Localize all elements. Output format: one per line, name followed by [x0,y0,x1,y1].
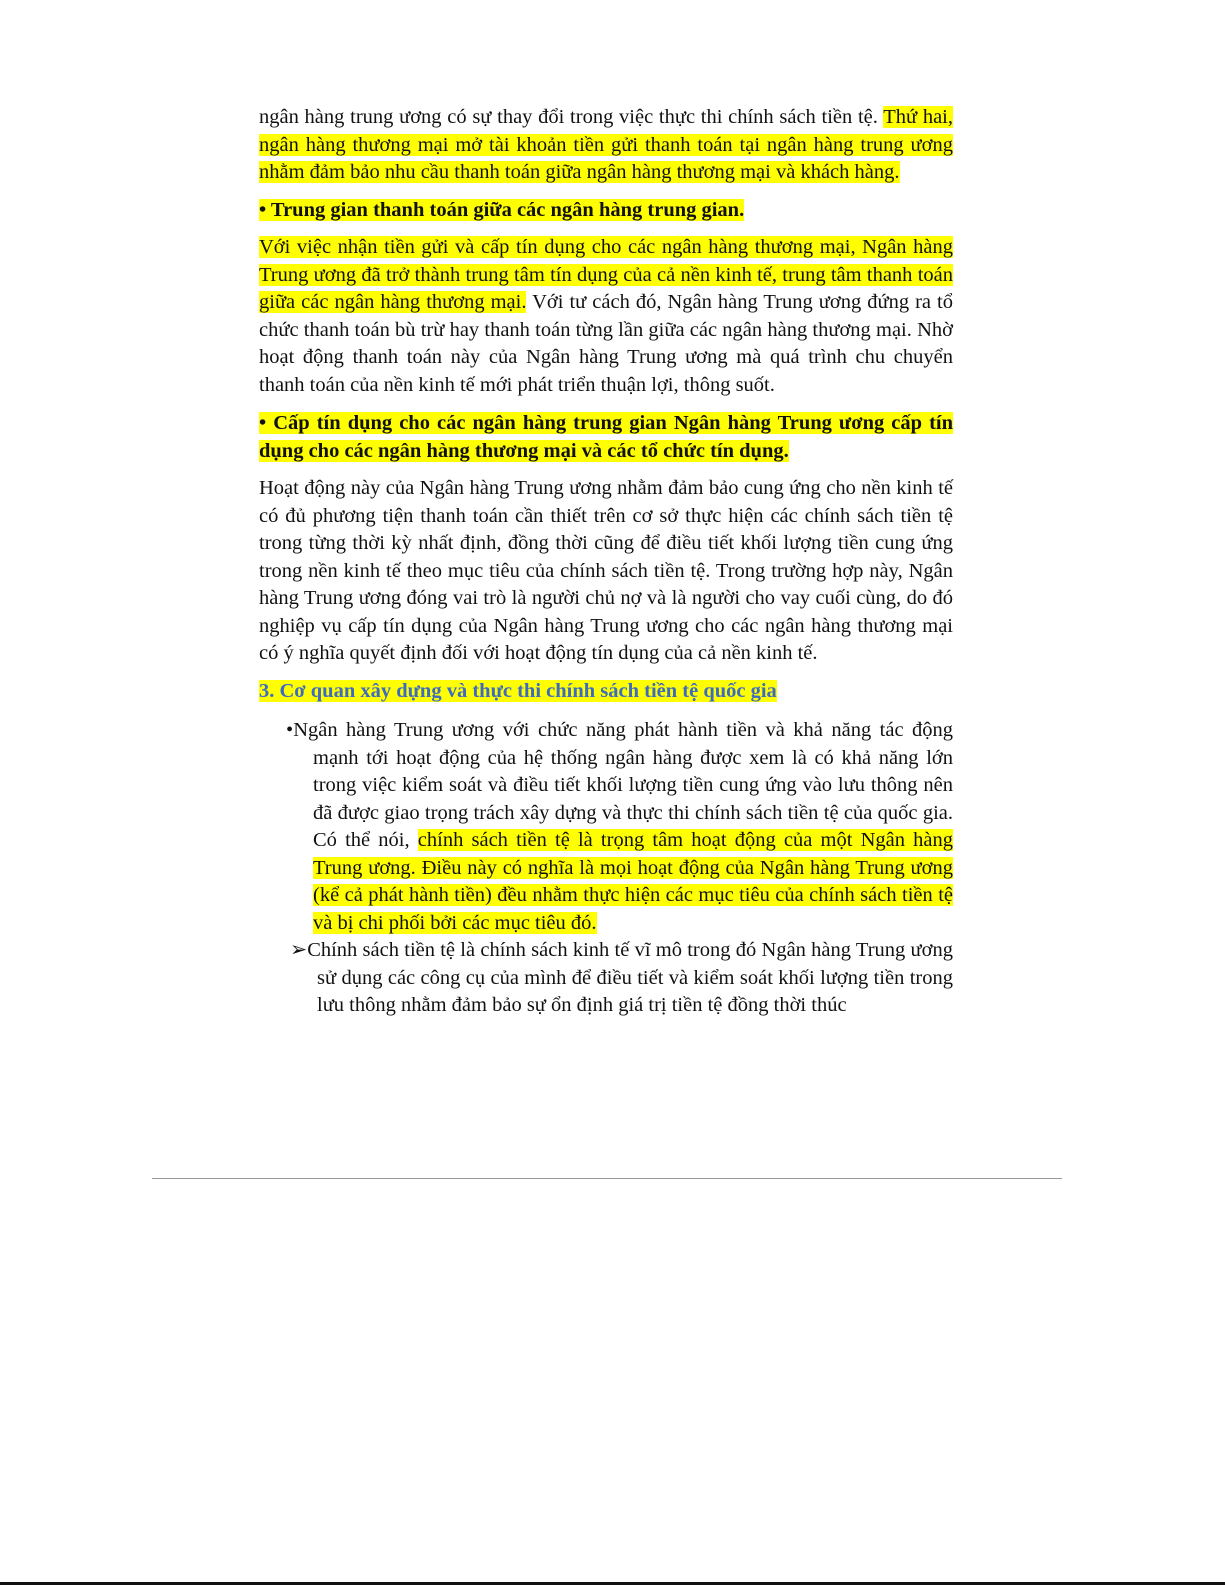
subheading-payment-intermediary [259,197,953,225]
list-item-monetary-policy-definition [259,937,953,1020]
page-separator [152,1178,1062,1179]
paragraph-clearing-center [259,234,953,399]
highlighted-text: chính sách tiền tệ là trọng tâm hoạt động của một Ngân hàng Trung ương. Điều này có nghĩa là mọi hoạt động của Ngân hàng Trung ương (kể cả phát hành tiền) đều nhằm thực hiện các mục tiêu của chính sách tiền tệ và bị chi phối bởi các mục tiêu đó. [313,829,953,934]
highlighted-heading: • Cấp tín dụng cho các ngân hàng trung gian Ngân hàng Trung ương cấp tín dụng cho các ngân hàng thương mại và các tổ chức tín dụng. [259,412,953,462]
bullet-marker: • [286,719,294,741]
highlighted-text: Với việc nhận tiền gửi và cấp tín dụng cho các ngân hàng thương mại, Ngân hàng Trung ương đã trở thành trung tâm tín dụng của cả nền kinh tế, trung tâm thanh toán giữa các ngân hàng thương mại. [259,236,953,313]
highlighted-heading: • Trung gian thanh toán giữa các ngân hàng trung gian. [259,198,745,221]
document-page [259,104,953,1020]
paragraph-lender-of-last-resort: Hoạt động này của Ngân hàng Trung ương nhằm đảm bảo cung ứng cho nền kinh tế có đủ phương tiện thanh toán cần thiết trên cơ sở thực hiện các chính sách tiền tệ trong từng thời kỳ nhất định, đồng thời cũng để điều tiết khối lượng tiền cung ứng trong nền kinh tế theo mục tiêu của chính sách tiền tệ. Trong trường hợp này, Ngân hàng Trung ương đóng vai trò là người chủ nợ và là người cho vay cuối cùng, do đó nghiệp vụ cấp tín dụng của Ngân hàng Trung ương cho các ngân hàng thương mại có ý nghĩa quyết định đối với hoạt động tín dụng của cả nền kinh tế. [259,477,953,664]
paragraph-intermediary-accounts [259,104,953,187]
list-item-text: Chính sách tiền tệ là chính sách kinh tế vĩ mô trong đó Ngân hàng Trung ương sử dụng các công cụ của mình để điều tiết và kiểm soát khối lượng tiền trong lưu thông nhằm đảm bảo sự ổn định giá trị tiền tệ đồng thời thúc [307,939,953,1016]
highlighted-heading: 3. Cơ quan xây dựng và thực thi chính sách tiền tệ quốc gia [259,679,777,702]
arrow-bullet-icon: ➢ [290,939,308,961]
paragraph-text: ngân hàng trung ương có sự thay đổi trong việc thực thi chính sách tiền tệ. [259,106,884,128]
paragraph-text: Với tư cách đó, Ngân hàng Trung ương đứng ra tổ chức thanh toán bù trừ hay thanh toán từng lần giữa các ngân hàng thương mại. Nhờ hoạt động thanh toán này của Ngân hàng Trung ương mà quá trình chu chuyển thanh toán của nền kinh tế mới phát triển thuận lợi, thông suốt. [259,291,953,396]
bullet-list [259,717,953,1020]
highlighted-text: Thứ hai, ngân hàng thương mại mở tài khoản tiền gửi thanh toán tại ngân hàng trung ương nhằm đảm bảo nhu cầu thanh toán giữa ngân hàng thương mại và khách hàng. [259,106,953,183]
list-item-text: Ngân hàng Trung ương với chức năng phát hành tiền và khả năng tác động mạnh tới hoạt động của hệ thống ngân hàng được xem là có khả năng lớn trong việc kiểm soát và điều tiết khối lượng tiền cung ứng vào lưu thông nên đã được giao trọng trách xây dựng và thực thi chính sách tiền tệ của quốc gia. Có thể nói, [293,719,953,851]
list-item-central-bank-role [259,717,953,937]
subheading-credit-provision [259,410,953,465]
section-heading-3 [259,678,953,706]
